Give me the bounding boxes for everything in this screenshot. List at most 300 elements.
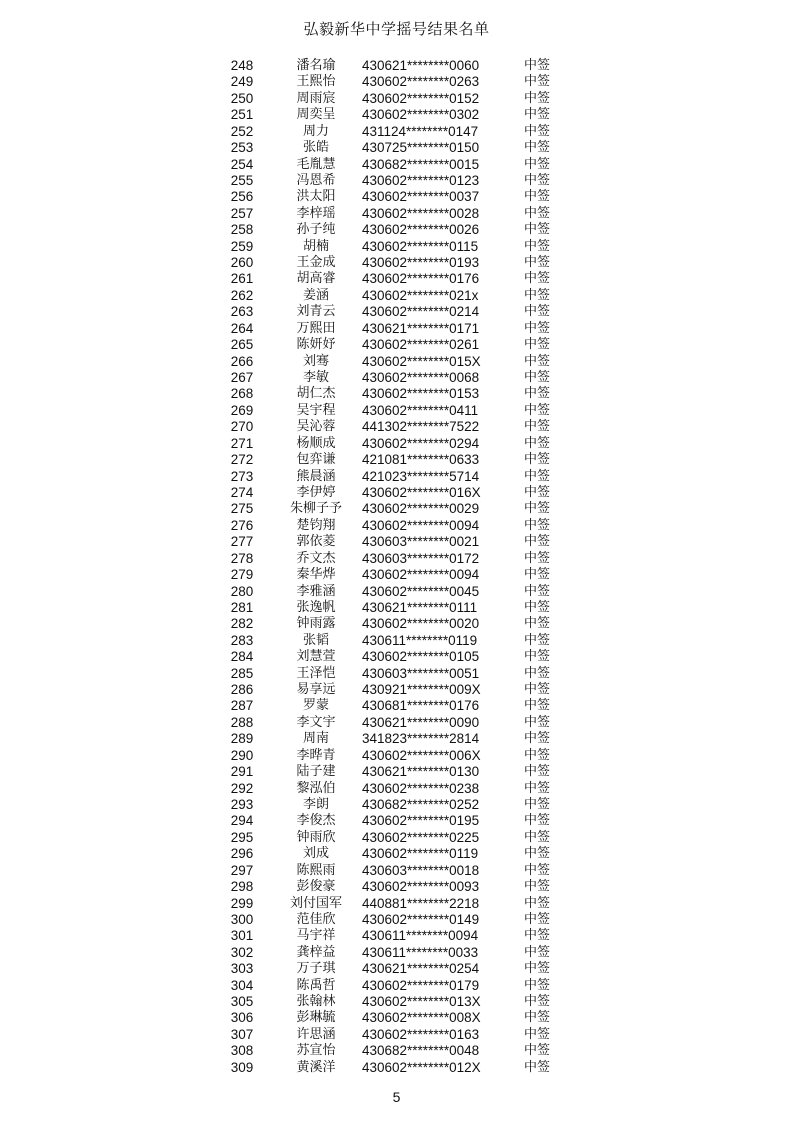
row-number: 280 [230,583,254,599]
row-number: 271 [230,435,254,451]
masked-id-number: 430602********0302 [362,107,480,123]
draw-result: 中签 [524,698,551,714]
masked-id-number: 430921********009X [362,682,481,698]
masked-id-number: 430621********0254 [362,961,480,977]
draw-result: 中签 [524,58,551,73]
student-name: 李雅涵 [296,583,336,599]
draw-result: 中签 [524,353,551,369]
table-row [220,436,580,452]
table-row [220,551,580,567]
row-number: 301 [230,928,254,944]
row-number: 265 [230,337,254,353]
row-number: 283 [230,632,254,648]
masked-id-number: 430602********012X [362,1059,481,1075]
draw-result: 中签 [524,402,551,418]
student-name: 苏宣怡 [296,1043,336,1059]
masked-id-number: 430602********0026 [362,222,480,238]
student-name: 李晔青 [296,747,336,763]
table-row [220,813,580,829]
row-number: 291 [230,764,254,780]
student-name: 钟雨露 [296,616,336,632]
student-name: 万子琪 [296,961,336,977]
masked-id-number: 430602********0163 [362,1026,480,1042]
draw-result: 中签 [524,517,551,533]
row-number: 307 [230,1026,254,1042]
student-name: 洪太阳 [296,189,336,205]
masked-id-number: 430602********0152 [362,90,480,106]
row-number: 281 [230,599,254,615]
student-name: 李朗 [302,796,329,812]
masked-id-number: 430602********0094 [362,517,480,533]
row-number: 292 [230,780,254,796]
masked-id-number: 430602********0294 [362,435,480,451]
student-name: 万熙田 [296,320,336,336]
table-row [220,682,580,698]
table-row [220,157,580,173]
student-name: 陆子建 [296,764,336,780]
row-number: 250 [230,90,254,106]
row-number: 298 [230,879,254,895]
masked-id-number: 430602********0153 [362,386,480,402]
student-name: 郭依菱 [296,534,336,550]
draw-result: 中签 [524,320,551,336]
student-name: 许思涵 [296,1026,336,1042]
page-number: 5 [392,1089,401,1105]
table-row [220,616,580,632]
draw-result: 中签 [524,435,551,451]
draw-result: 中签 [524,172,551,188]
draw-result: 中签 [524,599,551,615]
masked-id-number: 430621********0060 [362,58,480,73]
row-number: 254 [230,156,254,172]
row-number: 287 [230,698,254,714]
table-row [220,1043,580,1059]
table-row [220,1010,580,1026]
draw-result: 中签 [524,287,551,303]
row-number: 272 [230,452,254,468]
row-number: 260 [230,255,254,271]
draw-result: 中签 [524,911,551,927]
table-row [220,206,580,222]
row-number: 255 [230,172,254,188]
table-row [220,469,580,485]
table-row [220,863,580,879]
draw-result: 中签 [524,928,551,944]
row-number: 278 [230,550,254,566]
draw-result: 中签 [524,370,551,386]
row-number: 300 [230,911,254,927]
row-number: 295 [230,829,254,845]
student-name: 王泽恺 [296,665,336,681]
table-row [220,337,580,353]
masked-id-number: 430725********0150 [362,140,480,156]
draw-result: 中签 [524,731,551,747]
draw-result: 中签 [524,649,551,665]
draw-result: 中签 [524,419,551,435]
student-name: 胡楠 [302,238,329,254]
student-name: 周雨宸 [296,90,336,106]
draw-result: 中签 [524,583,551,599]
student-name: 刘骞 [302,353,329,369]
masked-id-number: 430602********021x [362,287,479,303]
row-number: 273 [230,468,254,484]
draw-result: 中签 [524,90,551,106]
student-name: 楚钧翔 [296,517,336,533]
table-row [220,222,580,238]
row-number: 269 [230,402,254,418]
row-number: 268 [230,386,254,402]
student-name: 彭俊豪 [296,879,336,895]
table-row [220,600,580,616]
row-number: 289 [230,731,254,747]
student-name: 彭琳毓 [296,1010,336,1026]
masked-id-number: 430602********0094 [362,567,480,583]
draw-result: 中签 [524,107,551,123]
table-row [220,74,580,90]
student-name: 姜涵 [302,287,329,303]
draw-result: 中签 [524,501,551,517]
table-row [220,107,580,123]
student-name: 冯恩希 [296,172,336,188]
student-name: 周奕呈 [296,107,336,123]
masked-id-number: 441302********7522 [362,419,480,435]
student-name: 张皓 [302,140,329,156]
table-row [220,288,580,304]
row-number: 259 [230,238,254,254]
draw-result: 中签 [524,780,551,796]
masked-id-number: 430621********0111 [362,599,478,615]
table-row [220,173,580,189]
draw-result: 中签 [524,961,551,977]
masked-id-number: 430602********006X [362,747,481,763]
table-row [220,304,580,320]
student-name: 李俊杰 [296,813,336,829]
draw-result: 中签 [524,468,551,484]
masked-id-number: 430682********0048 [362,1043,480,1059]
draw-result: 中签 [524,1043,551,1059]
student-name: 罗蒙 [302,698,329,714]
row-number: 248 [230,58,254,73]
draw-result: 中签 [524,994,551,1010]
student-name: 易享远 [296,682,336,698]
draw-result: 中签 [524,238,551,254]
masked-id-number: 430611********0033 [362,944,479,960]
student-name: 周南 [302,731,329,747]
draw-result: 中签 [524,140,551,156]
masked-id-number: 430602********0238 [362,780,480,796]
results-table [220,58,580,1076]
masked-id-number: 430602********0029 [362,501,480,517]
masked-id-number: 430602********0195 [362,813,480,829]
masked-id-number: 421081********0633 [362,452,480,468]
masked-id-number: 431124********0147 [362,123,479,139]
student-name: 杨顺成 [296,435,336,451]
table-row [220,189,580,205]
table-row [220,403,580,419]
masked-id-number: 430602********0123 [362,172,480,188]
row-number: 256 [230,189,254,205]
table-row [220,255,580,271]
student-name: 刘成 [302,846,329,862]
student-name: 李伊婷 [296,484,336,500]
student-name: 龚梓益 [296,944,336,960]
table-row [220,731,580,747]
row-number: 294 [230,813,254,829]
table-row [220,1027,580,1043]
page-title: 弘毅新华中学摇号结果名单 [303,20,490,38]
row-number: 293 [230,796,254,812]
row-number: 308 [230,1043,254,1059]
table-row [220,978,580,994]
table-row [220,994,580,1010]
masked-id-number: 430682********0252 [362,796,480,812]
student-name: 吴沁蓉 [296,419,336,435]
student-name: 王金成 [296,255,336,271]
masked-id-number: 430602********0225 [362,829,480,845]
masked-id-number: 430682********0015 [362,156,480,172]
masked-id-number: 430611********0119 [362,632,478,648]
table-row [220,518,580,534]
table-row [220,764,580,780]
table-row [220,633,580,649]
draw-result: 中签 [524,74,551,90]
masked-id-number: 430602********0179 [362,977,480,993]
masked-id-number: 430602********0176 [362,271,480,287]
masked-id-number: 430603********0021 [362,534,480,550]
table-row [220,961,580,977]
masked-id-number: 430602********0115 [362,238,479,254]
row-number: 296 [230,846,254,862]
masked-id-number: 430621********0090 [362,714,480,730]
row-number: 253 [230,140,254,156]
row-number: 249 [230,74,254,90]
draw-result: 中签 [524,205,551,221]
student-name: 李敏 [302,370,329,386]
draw-result: 中签 [524,304,551,320]
student-name: 张韬 [302,632,329,648]
masked-id-number: 430602********0263 [362,74,480,90]
draw-result: 中签 [524,156,551,172]
table-row [220,830,580,846]
row-number: 305 [230,994,254,1010]
student-name: 陈妍妤 [296,337,336,353]
row-number: 261 [230,271,254,287]
table-row [220,781,580,797]
row-number: 251 [230,107,254,123]
draw-result: 中签 [524,255,551,271]
table-row [220,370,580,386]
draw-result: 中签 [524,944,551,960]
table-row [220,1060,580,1076]
row-number: 262 [230,287,254,303]
masked-id-number: 430602********0045 [362,583,480,599]
table-row [220,271,580,287]
table-row [220,879,580,895]
draw-result: 中签 [524,977,551,993]
masked-id-number: 430602********0037 [362,189,480,205]
draw-result: 中签 [524,189,551,205]
student-name: 黄溪洋 [296,1059,336,1075]
row-number: 284 [230,649,254,665]
draw-result: 中签 [524,665,551,681]
draw-result: 中签 [524,271,551,287]
table-row [220,485,580,501]
row-number: 279 [230,567,254,583]
row-number: 297 [230,862,254,878]
row-number: 252 [230,123,254,139]
student-name: 乔文杰 [296,550,336,566]
masked-id-number: 430602********016X [362,484,481,500]
table-row [220,140,580,156]
student-name: 秦华烨 [296,567,336,583]
table-row [220,91,580,107]
masked-id-number: 430603********0051 [362,665,480,681]
masked-id-number: 430603********0018 [362,862,480,878]
masked-id-number: 440881********2218 [362,895,480,911]
draw-result: 中签 [524,1059,551,1075]
table-row [220,239,580,255]
student-name: 王熙怡 [296,74,336,90]
student-name: 钟雨欣 [296,829,336,845]
draw-result: 中签 [524,484,551,500]
masked-id-number: 430611********0094 [362,928,479,944]
row-number: 274 [230,484,254,500]
draw-result: 中签 [524,452,551,468]
student-name: 毛胤慧 [296,156,336,172]
draw-result: 中签 [524,386,551,402]
student-name: 胡仁杰 [296,386,336,402]
masked-id-number: 430602********008X [362,1010,481,1026]
row-number: 288 [230,714,254,730]
row-number: 266 [230,353,254,369]
masked-id-number: 430603********0172 [362,550,480,566]
masked-id-number: 430602********0028 [362,205,480,221]
draw-result: 中签 [524,813,551,829]
draw-result: 中签 [524,682,551,698]
table-row [220,797,580,813]
table-row [220,896,580,912]
student-name: 周力 [302,123,329,139]
row-number: 290 [230,747,254,763]
masked-id-number: 430602********0193 [362,255,480,271]
draw-result: 中签 [524,764,551,780]
student-name: 朱柳子予 [289,501,342,517]
student-name: 胡高睿 [296,271,336,287]
masked-id-number: 421023********5714 [362,468,480,484]
masked-id-number: 430602********015X [362,353,481,369]
student-name: 刘青云 [296,304,336,320]
table-row [220,912,580,928]
row-number: 299 [230,895,254,911]
row-number: 257 [230,205,254,221]
masked-id-number: 430621********0171 [362,320,480,336]
row-number: 267 [230,370,254,386]
table-row [220,354,580,370]
student-name: 张翰林 [296,994,336,1010]
table-row [220,58,580,74]
student-name: 张逸帆 [296,599,336,615]
draw-result: 中签 [524,879,551,895]
draw-result: 中签 [524,1010,551,1026]
row-number: 309 [230,1059,254,1075]
student-name: 李梓瑶 [296,205,336,221]
row-number: 306 [230,1010,254,1026]
row-number: 304 [230,977,254,993]
draw-result: 中签 [524,895,551,911]
masked-id-number: 430602********0214 [362,304,480,320]
student-name: 刘慧萱 [296,649,336,665]
masked-id-number: 430602********013X [362,994,481,1010]
masked-id-number: 430602********0093 [362,879,480,895]
table-row [220,945,580,961]
draw-result: 中签 [524,534,551,550]
draw-result: 中签 [524,829,551,845]
draw-result: 中签 [524,747,551,763]
table-row [220,649,580,665]
student-name: 潘名瑜 [296,58,336,73]
masked-id-number: 430602********0020 [362,616,480,632]
masked-id-number: 341823********2814 [362,731,480,747]
table-row [220,666,580,682]
draw-result: 中签 [524,846,551,862]
row-number: 282 [230,616,254,632]
table-row [220,419,580,435]
row-number: 286 [230,682,254,698]
draw-result: 中签 [524,862,551,878]
masked-id-number: 430602********0068 [362,370,480,386]
table-row [220,534,580,550]
row-number: 258 [230,222,254,238]
draw-result: 中签 [524,1026,551,1042]
student-name: 马宇祥 [296,928,336,944]
student-name: 陈禹哲 [296,977,336,993]
table-row [220,567,580,583]
draw-result: 中签 [524,616,551,632]
draw-result: 中签 [524,632,551,648]
row-number: 275 [230,501,254,517]
student-name: 包弈谦 [296,452,336,468]
draw-result: 中签 [524,337,551,353]
draw-result: 中签 [524,567,551,583]
draw-result: 中签 [524,796,551,812]
table-row [220,386,580,402]
masked-id-number: 430602********0149 [362,911,480,927]
student-name: 刘付国军 [289,895,342,911]
table-row [220,715,580,731]
student-name: 陈熙雨 [296,862,336,878]
row-number: 264 [230,320,254,336]
row-number: 302 [230,944,254,960]
masked-id-number: 430602********0411 [362,402,479,418]
table-row [220,928,580,944]
row-number: 263 [230,304,254,320]
table-row [220,124,580,140]
masked-id-number: 430602********0261 [362,337,480,353]
draw-result: 中签 [524,222,551,238]
table-row [220,698,580,714]
row-number: 285 [230,665,254,681]
row-number: 276 [230,517,254,533]
draw-result: 中签 [524,550,551,566]
student-name: 李文宇 [296,714,336,730]
row-number: 303 [230,961,254,977]
masked-id-number: 430602********0119 [362,846,479,862]
masked-id-number: 430681********0176 [362,698,480,714]
row-number: 270 [230,419,254,435]
student-name: 熊晨涵 [296,468,336,484]
table-row [220,584,580,600]
draw-result: 中签 [524,123,551,139]
